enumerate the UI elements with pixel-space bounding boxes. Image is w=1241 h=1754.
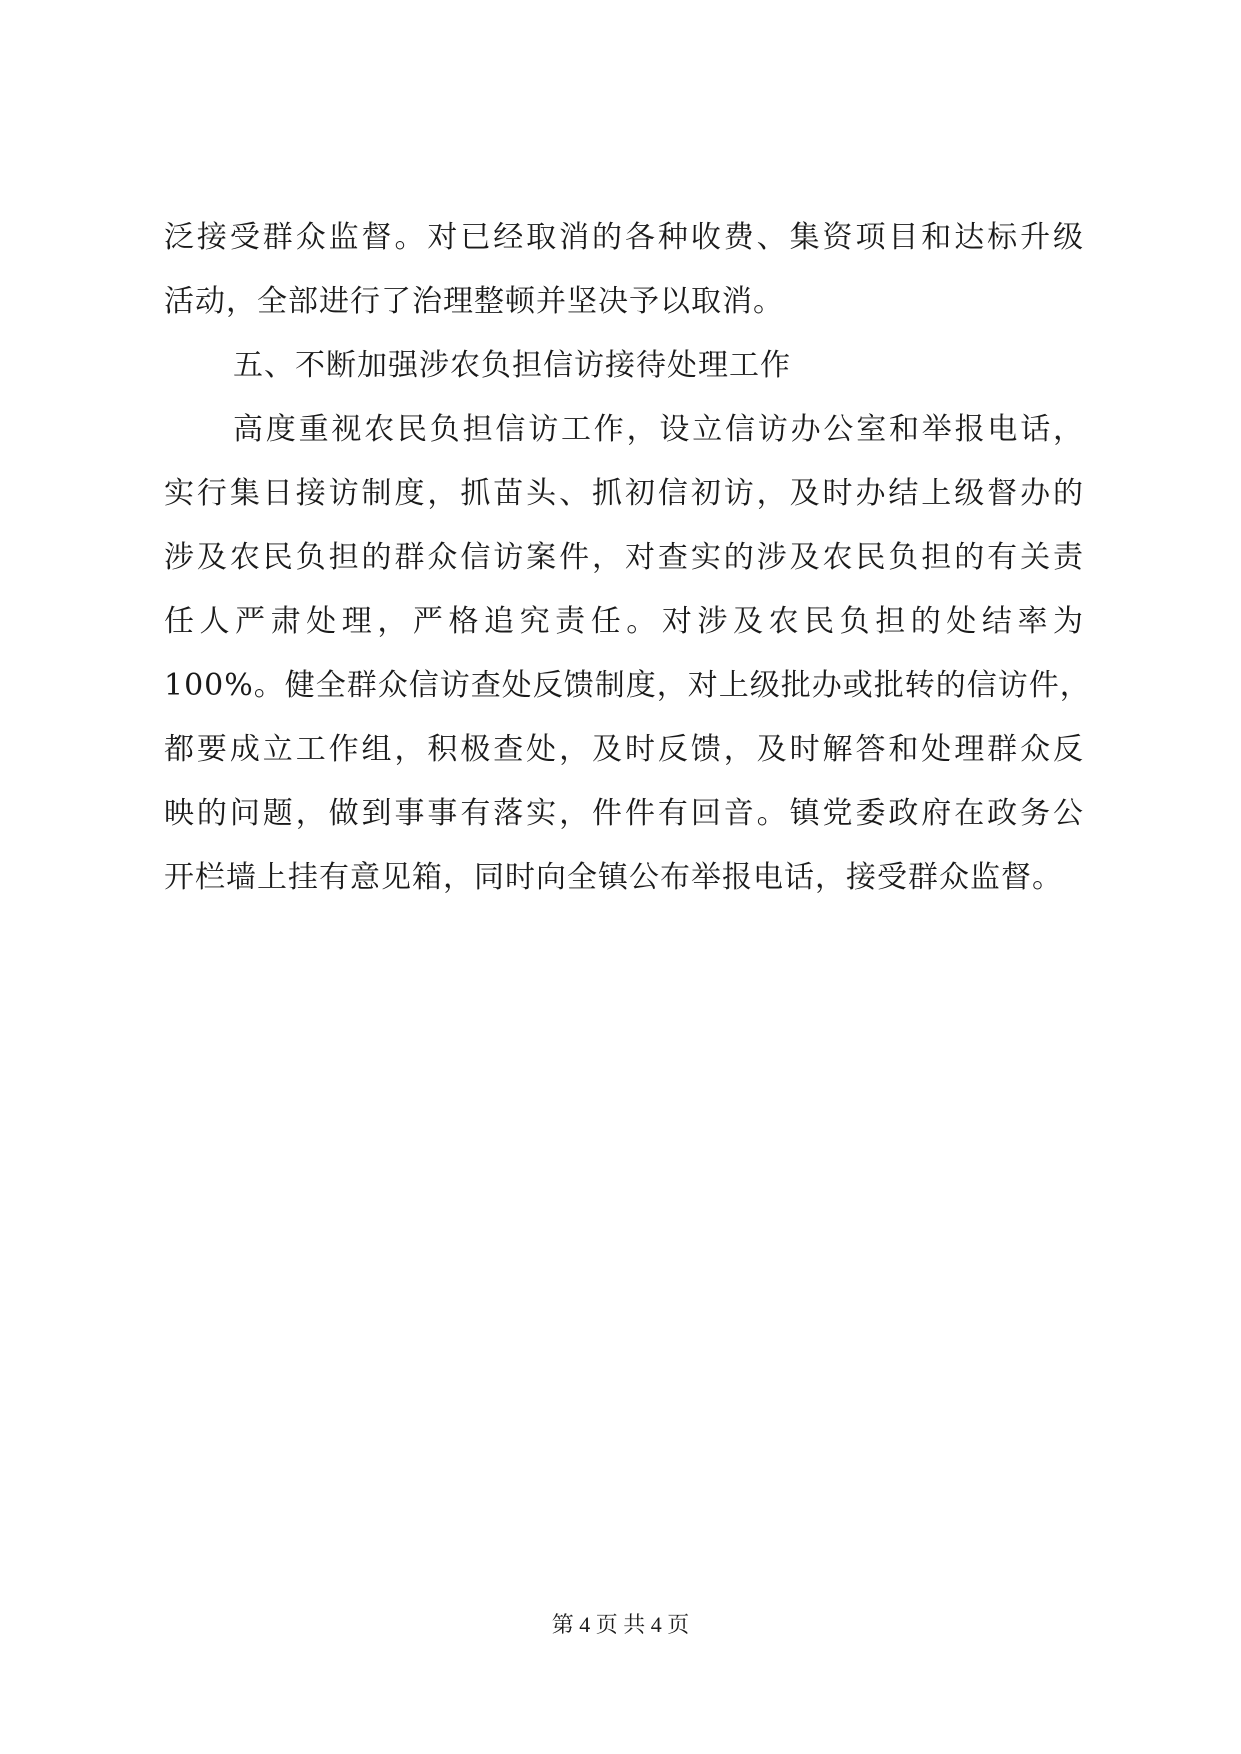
paragraph-line: 任人严肃处理，严格追究责任。对涉及农民负担的处结率为 — [164, 604, 1084, 639]
document-body — [164, 206, 1091, 910]
paragraph-continuation — [164, 206, 1084, 334]
paragraph-line: 100%。健全群众信访查处反馈制度，对上级批办或批转的信访件， — [164, 668, 1091, 703]
paragraph-line: 都要成立工作组，积极查处，及时反馈，及时解答和处理群众反 — [164, 732, 1084, 767]
section-heading: 五、不断加强涉农负担信访接待处理工作 — [233, 348, 791, 383]
paragraph-line: 活动，全部进行了治理整顿并坚决予以取消。 — [164, 284, 784, 319]
paragraph-line: 高度重视农民负担信访工作，设立信访办公室和举报电话， — [233, 412, 1084, 447]
paragraph-line: 实行集日接访制度，抓苗头、抓初信初访，及时办结上级督办的 — [164, 476, 1084, 511]
paragraph-line: 开栏墙上挂有意见箱，同时向全镇公布举报电话，接受群众监督。 — [164, 860, 1063, 895]
paragraph-line: 映的问题，做到事事有落实，件件有回音。镇党委政府在政务公 — [164, 796, 1084, 831]
paragraph-line: 泛接受群众监督。对已经取消的各种收费、集资项目和达标升级 — [164, 220, 1084, 255]
paragraph-line: 涉及农民负担的群众信访案件，对查实的涉及农民负担的有关责 — [164, 540, 1084, 575]
page-number-footer: 第 4 页 共 4 页 — [551, 1612, 690, 1637]
paragraph-petition-work — [164, 398, 1091, 910]
